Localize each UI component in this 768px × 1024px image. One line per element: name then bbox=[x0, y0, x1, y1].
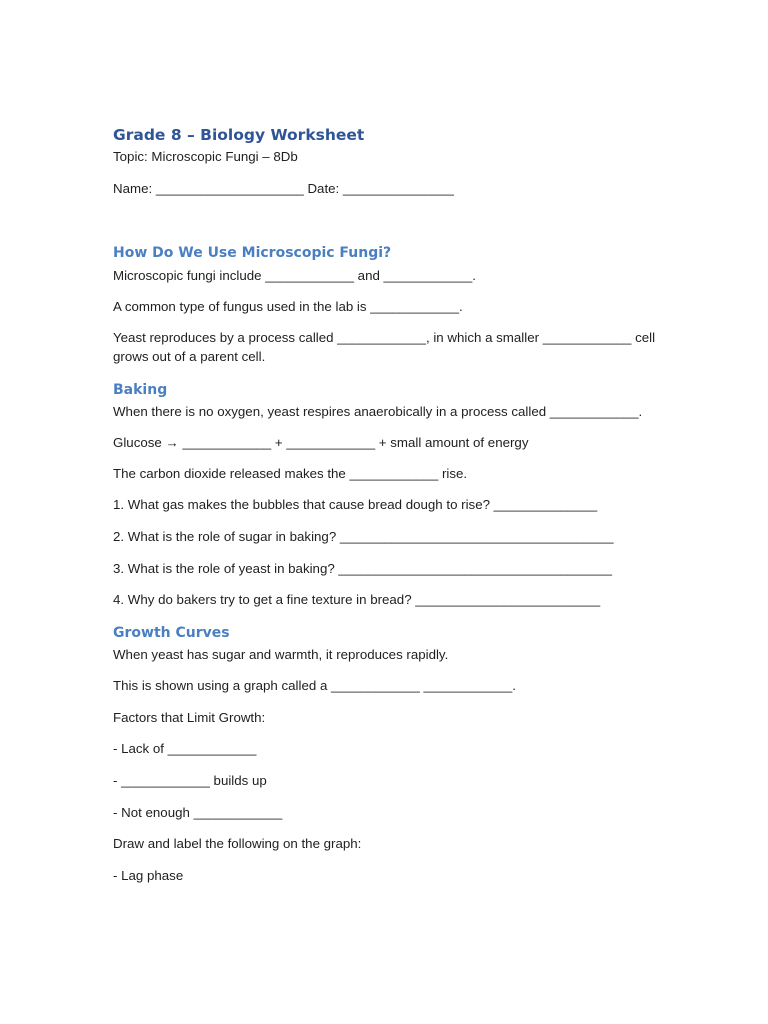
factor-1: - Lack of ____________ bbox=[113, 741, 257, 756]
name-date-line: Name: ____________________ Date: _______________ bbox=[113, 181, 454, 196]
question-4: 4. Why do bakers try to get a fine texture in bread? _________________________ bbox=[113, 592, 601, 607]
graph-name-line: This is shown using a graph called a ____________ ____________. bbox=[113, 678, 516, 693]
worksheet-page bbox=[113, 124, 673, 885]
section-heading-microscopic-fungi: How Do We Use Microscopic Fungi? bbox=[113, 245, 392, 261]
section-heading-growth-curves: Growth Curves bbox=[113, 625, 230, 641]
glucose-equation: Glucose → ____________ + ____________ + small amount of energy bbox=[113, 435, 529, 450]
topic-line: Topic: Microscopic Fungi – 8Db bbox=[113, 149, 298, 164]
lab-fungus-line: A common type of fungus used in the lab is ____________. bbox=[113, 299, 463, 314]
question-3: 3. What is the role of yeast in baking? _____________________________________ bbox=[113, 561, 613, 576]
draw-label-line: Draw and label the following on the graph: bbox=[113, 836, 362, 851]
carbon-dioxide-line: The carbon dioxide released makes the ____________ rise. bbox=[113, 466, 468, 481]
factor-2: - ____________ builds up bbox=[113, 773, 267, 788]
yeast-reproduction-line: Yeast reproduces by a process called ____________, in which a smaller ____________ cell grows out of a parent cell. bbox=[113, 330, 656, 364]
factors-label: Factors that Limit Growth: bbox=[113, 710, 266, 725]
section-heading-baking: Baking bbox=[113, 382, 168, 398]
fungi-include-line: Microscopic fungi include ____________ and ____________. bbox=[113, 268, 476, 283]
question-1: 1. What gas makes the bubbles that cause bread dough to rise? ______________ bbox=[113, 497, 598, 512]
factor-3: - Not enough ____________ bbox=[113, 805, 283, 820]
worksheet-title: Grade 8 – Biology Worksheet bbox=[113, 126, 365, 144]
yeast-reproduces-line: When yeast has sugar and warmth, it reproduces rapidly. bbox=[113, 647, 449, 662]
question-2: 2. What is the role of sugar in baking? _____________________________________ bbox=[113, 529, 614, 544]
anaerobic-line: When there is no oxygen, yeast respires anaerobically in a process called ____________. bbox=[113, 404, 643, 419]
lag-phase-line: - Lag phase bbox=[113, 868, 184, 883]
